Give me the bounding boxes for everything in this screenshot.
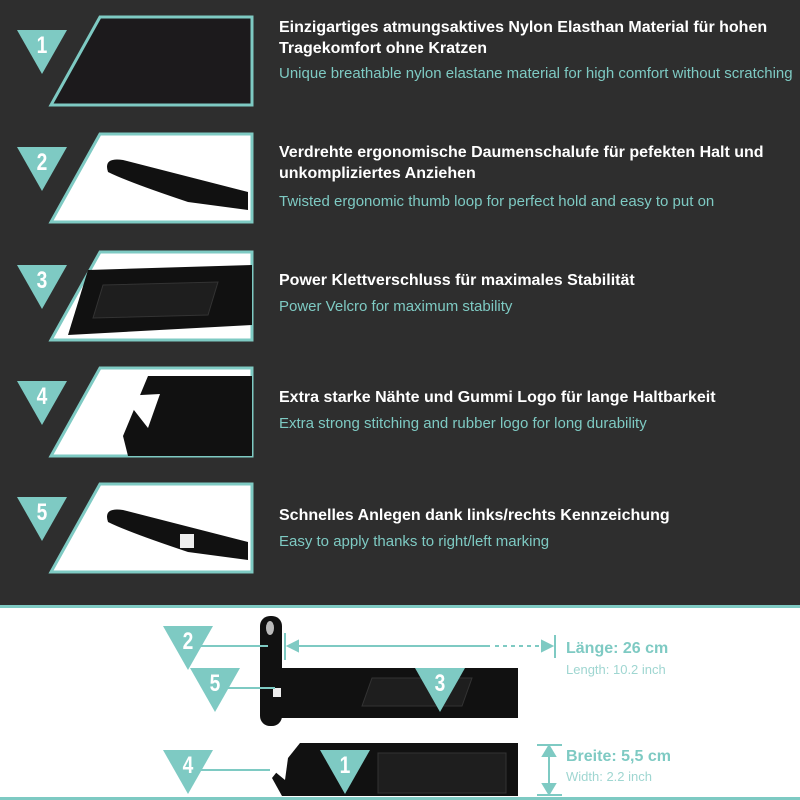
feature-image [48, 132, 254, 224]
callout-badge: 4 [163, 750, 213, 794]
callout-badge: 5 [190, 668, 240, 712]
feature-title: Einzigartiges atmungsaktives Nylon Elasthan Material für hohen Tragekomfort ohne Kratzen [279, 19, 768, 57]
feature-image [48, 15, 254, 107]
feature-title: Verdrehte ergonomische Daumenschalufe für pefekten Halt und unkompliziertes Anziehen [279, 144, 764, 182]
product-dimensions-panel [0, 605, 800, 800]
feature-image [48, 366, 254, 458]
side-mark [273, 688, 281, 697]
callout-badge: 3 [415, 668, 465, 712]
number-badge: 5 [17, 497, 67, 541]
feature-title: Extra starke Nähte und Gummi Logo für lange Haltbarkeit [279, 389, 716, 406]
callout-badge: 1 [320, 750, 370, 794]
number-badge: 1 [17, 30, 67, 74]
width-subtitle: Width: 2.2 inch [566, 769, 652, 784]
feature-subtitle: Extra strong stitching and rubber logo for long durability [279, 415, 647, 432]
length-title: Länge: 26 cm [566, 640, 669, 657]
feature-title: Schnelles Anlegen dank links/rechts Kennzeichung [279, 507, 670, 524]
number-badge: 4 [17, 381, 67, 425]
feature-subtitle: Power Velcro for maximum stability [279, 298, 513, 315]
callout-badge: 2 [163, 626, 213, 670]
feature-image [48, 482, 254, 574]
product-diagram [0, 608, 800, 797]
feature-subtitle: Easy to apply thanks to right/left marking [279, 533, 550, 550]
width-title: Breite: 5,5 cm [566, 748, 671, 765]
feature-image [48, 250, 254, 342]
length-subtitle: Length: 10.2 inch [566, 662, 666, 677]
feature-subtitle: Twisted ergonomic thumb loop for perfect hold and easy to put on [279, 193, 715, 210]
feature-subtitle: Unique breathable nylon elastane material for high comfort without scratching [279, 65, 793, 82]
feature-title: Power Klettverschluss für maximales Stabilität [279, 272, 635, 289]
number-badge: 2 [17, 147, 67, 191]
number-badge: 3 [17, 265, 67, 309]
